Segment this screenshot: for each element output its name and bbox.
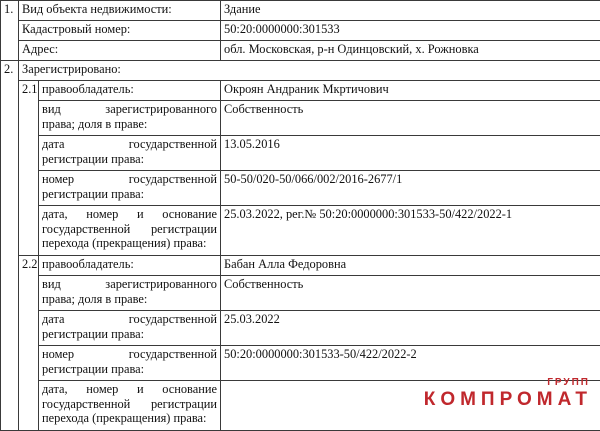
address-value: обл. Московская, р-н Одинцовский, х. Рожновка: [221, 41, 600, 61]
watermark-logo: [402, 377, 592, 411]
holder-value: Бабан Алла Федоровна: [221, 256, 600, 276]
holder-value: Окроян Андраник Мкртичович: [221, 81, 600, 101]
right-type-value: Собственность: [221, 101, 600, 136]
row-number: 2.: [1, 61, 19, 431]
holder-row: [1, 256, 600, 276]
registration-date-row: [1, 311, 600, 346]
right-type-value: Собственность: [221, 276, 600, 311]
cadastral-number-label: Кадастровый номер:: [19, 21, 221, 41]
right-type-row: [1, 276, 600, 311]
holder-row: [1, 81, 600, 101]
registration-number-value: 50-50/020-50/066/002/2016-2677/1: [221, 171, 600, 206]
row-object-type: [1, 1, 600, 21]
registered-label: Зарегистрировано:: [19, 61, 600, 81]
registration-date-row: [1, 136, 600, 171]
registration-number-row: [1, 171, 600, 206]
watermark-big-text: КОМПРОМАТ: [424, 389, 592, 411]
row-address: [1, 41, 600, 61]
transfer-basis-label: дата, номер и основание государственной регистрации перехода (прекращения) права:: [39, 206, 221, 256]
right-type-label: вид зарегистрированного права; доля в праве:: [39, 276, 221, 311]
right-type-label: вид зарегистрированного права; доля в праве:: [39, 101, 221, 136]
registration-number-label: номер государственной регистрации права:: [39, 171, 221, 206]
object-type-label: Вид объекта недвижимости:: [19, 1, 221, 21]
watermark-small-text: ГРУПП: [547, 377, 590, 388]
transfer-basis-label: дата, номер и основание государственной регистрации перехода (прекращения) права:: [39, 381, 221, 431]
transfer-basis-row: [1, 206, 600, 256]
holder-label: правообладатель:: [39, 81, 221, 101]
row-registered: [1, 61, 600, 81]
address-label: Адрес:: [19, 41, 221, 61]
row-cadastral-number: [1, 21, 600, 41]
registration-date-value: 13.05.2016: [221, 136, 600, 171]
cadastral-number-value: 50:20:0000000:301533: [221, 21, 600, 41]
registration-date-value: 25.03.2022: [221, 311, 600, 346]
registration-number-value: 50:20:0000000:301533-50/422/2022-2: [221, 346, 600, 381]
row-number: 1.: [1, 1, 19, 61]
registration-number-label: номер государственной регистрации права:: [39, 346, 221, 381]
right-type-row: [1, 101, 600, 136]
registration-date-label: дата государственной регистрации права:: [39, 311, 221, 346]
holder-number: 2.1: [19, 81, 39, 256]
holder-label: правообладатель:: [39, 256, 221, 276]
object-type-value: Здание: [221, 1, 600, 21]
registration-date-label: дата государственной регистрации права:: [39, 136, 221, 171]
registration-number-row: [1, 346, 600, 381]
transfer-basis-value: 25.03.2022, рег.№ 50:20:0000000:301533-50/422/2022-1: [221, 206, 600, 256]
holder-number: 2.2: [19, 256, 39, 431]
